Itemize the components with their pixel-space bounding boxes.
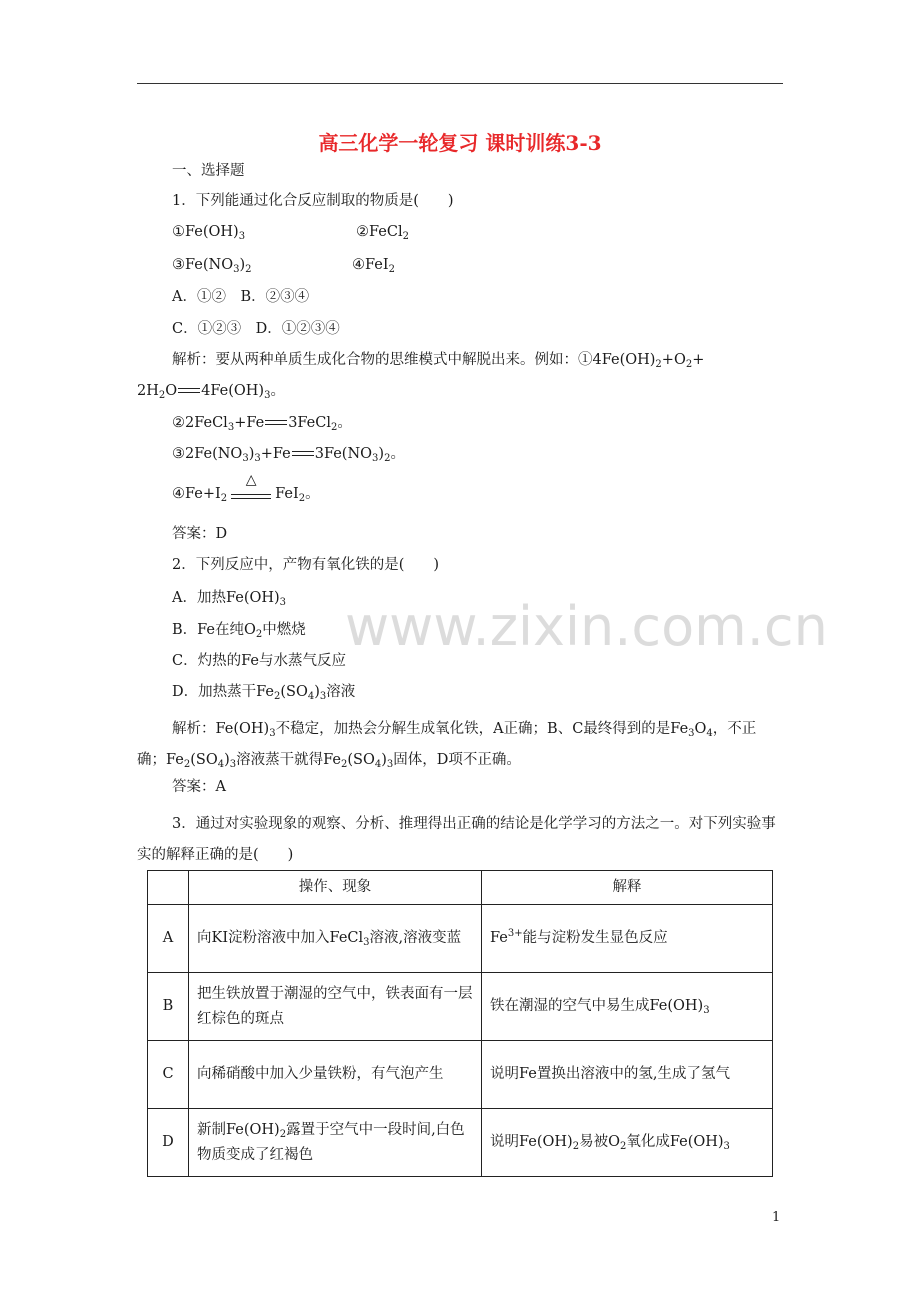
- table-header-explanation: 解释: [482, 871, 773, 905]
- q1-equation-2: ②2FeCl$_3$+Fe 3FeCl$_2$。: [172, 415, 352, 433]
- row-key: C: [148, 1041, 189, 1109]
- row-operation: 把生铁放置于潮湿的空气中，铁表面有一层红棕色的斑点: [189, 973, 482, 1041]
- equals-sign: [292, 450, 314, 458]
- table-row: [148, 1041, 773, 1109]
- row-operation: 新制$Fe(OH)_2$露置于空气中一段时间,白色物质变成了红褐色: [189, 1109, 482, 1177]
- q2-option-d: D．加热蒸干$Fe_2(SO_4)_3$溶液: [172, 684, 356, 702]
- row-operation: 向KI淀粉溶液中加入FeCl$_3$溶液,溶液变蓝: [189, 905, 482, 973]
- q1-option-4: ④FeI$_2$: [352, 257, 395, 275]
- table-header-operation: 操作、现象: [189, 871, 482, 905]
- q2-option-b: B．Fe在纯$O_2$中燃烧: [172, 622, 306, 640]
- table-header-blank: [148, 871, 189, 905]
- q1-analysis: 解析：要从两种单质生成化合物的思维模式中解脱出来。例如：$①4Fe(OH)_2+O_2+$: [172, 352, 705, 370]
- row-operation: 向稀硝酸中加入少量铁粉，有气泡产生: [189, 1041, 482, 1109]
- page-number: 1: [772, 1210, 781, 1225]
- q1-option-1: $①Fe(OH)_3$: [172, 224, 246, 242]
- heat-equals-sign: △: [231, 484, 271, 504]
- q1-choice-cd: C．①②③ D．①②③④: [172, 321, 340, 337]
- q3-table: [147, 870, 773, 1177]
- q1-equation-3: $③2Fe(NO_3)_3+Fe$ $3Fe(NO_3)_2$。: [172, 446, 405, 464]
- q1-option-3: $③Fe(NO_3)_2$: [172, 257, 252, 275]
- table-row: [148, 1109, 773, 1177]
- q2-analysis: 解析：$Fe(OH)_3$不稳定，加热会分解生成氧化铁，A正确；B、C最终得到的是$Fe_3O_4$，不正确；$Fe_2(SO_4)_3$溶液蒸干就得$Fe_2(SO_4)_3$固体，D项不正确。: [137, 721, 757, 770]
- q1-analysis-cont: $2H_2O$ $4Fe(OH)_3$。: [137, 383, 285, 401]
- row-explanation: $Fe^{3+}$能与淀粉发生显色反应: [482, 905, 773, 973]
- section-heading: 一、选择题: [172, 163, 245, 179]
- row-key: B: [148, 973, 189, 1041]
- row-key: A: [148, 905, 189, 973]
- table-row: [148, 905, 773, 973]
- row-explanation: 说明$Fe(OH)_2$易被$O_2$氧化成$Fe(OH)_3$: [482, 1109, 773, 1177]
- q2-option-c: C．灼热的Fe与水蒸气反应: [172, 653, 346, 669]
- row-key: D: [148, 1109, 189, 1177]
- header-rule: [137, 83, 783, 84]
- watermark: www.zixin.com.cn: [345, 595, 828, 658]
- q1-stem: 1．下列能通过化合反应制取的物质是( ): [172, 193, 454, 209]
- q1-choice-ab: A．①② B．②③④: [172, 289, 310, 305]
- equals-sign: [265, 419, 287, 427]
- q1-equation-4: $④Fe+I_2$ △ FeI$_2$。: [172, 472, 320, 504]
- q2-option-a: A．加热$Fe(OH)_3$: [172, 590, 287, 608]
- table-row: [148, 973, 773, 1041]
- q3-stem: 3．通过对实验现象的观察、分析、推理得出正确的结论是化学学习的方法之一。对下列实验事实的解释正确的是( ): [137, 816, 776, 863]
- equals-sign: [178, 387, 200, 395]
- q1-answer: 答案：D: [172, 526, 228, 542]
- q1-option-2: ②FeCl$_2$: [356, 224, 409, 242]
- row-explanation: 铁在潮湿的空气中易生成$Fe(OH)_3$: [482, 973, 773, 1041]
- q2-stem: 2．下列反应中，产物有氧化铁的是( ): [172, 557, 440, 573]
- table-header-row: [148, 871, 773, 905]
- row-explanation: 说明Fe置换出溶液中的氢,生成了氢气: [482, 1041, 773, 1109]
- q2-answer: 答案：A: [172, 779, 226, 795]
- page-title: 高三化学一轮复习 课时训练3-3: [318, 131, 602, 155]
